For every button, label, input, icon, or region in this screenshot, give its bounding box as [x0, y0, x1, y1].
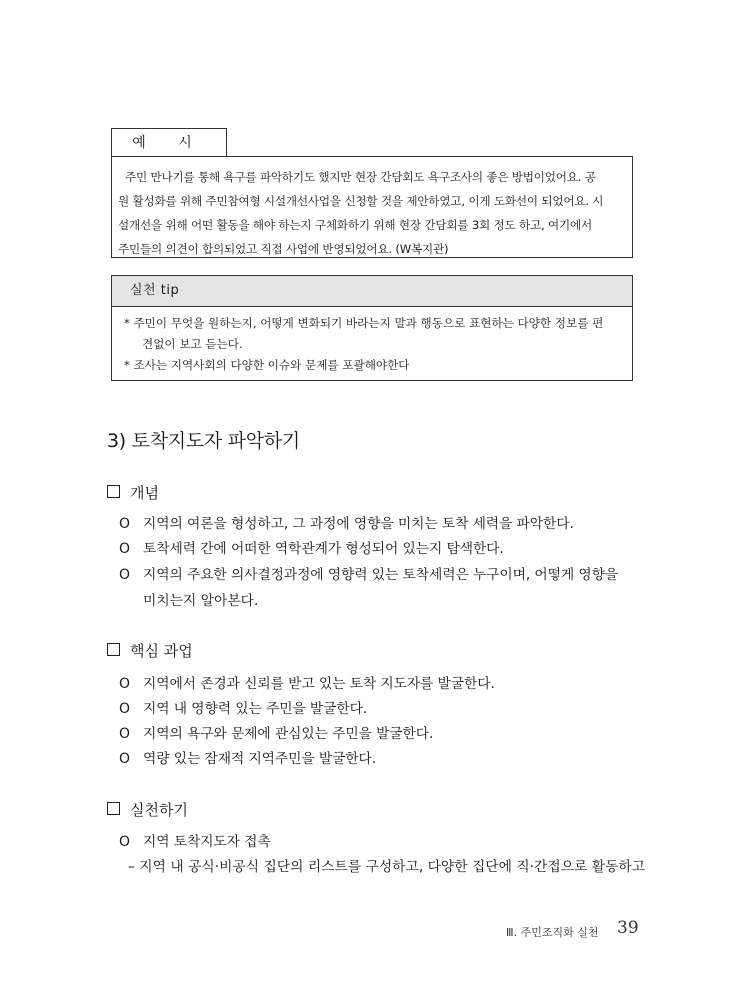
example-line: 원 활성화를 위해 주민참여형 시설개선사업을 신청할 것을 제안하였고, 이게 도화선이 되었어요. 시: [118, 194, 604, 208]
subheading-practice: [107, 799, 188, 820]
checkbox-square-icon: [107, 802, 120, 815]
example-line: 주민들의 의견이 합의되었고 직접 사업에 반영되었어요. (W복지관): [118, 242, 449, 256]
practice-tip-box: [111, 275, 633, 381]
list-item: [119, 537, 504, 557]
list-item: [119, 672, 495, 692]
list-item: [119, 830, 271, 850]
list-item-text: 지역에서 존경과 신뢰를 받고 있는 토착 지도자를 발굴한다.: [143, 676, 495, 692]
circle-bullet-icon: O: [119, 676, 130, 692]
tip-item-continuation: 견없이 보고 듣는다.: [142, 337, 243, 351]
circle-bullet-icon: O: [119, 834, 130, 850]
example-box: [111, 156, 633, 258]
tip-item: * 주민이 무엇을 원하는지, 어떻게 변화되기 바라는지 말과 행동으로 표현하는 다양한 정보를 편: [124, 316, 604, 330]
dash-item: – 지역 내 공식·비공식 집단의 리스트를 구성하고, 다양한 집단에 직·간접으로 활동하고: [128, 859, 646, 875]
circle-bullet-icon: O: [119, 516, 130, 532]
footer-chapter: Ⅲ. 주민조직화 실천: [506, 926, 599, 939]
circle-bullet-icon: O: [119, 751, 130, 767]
section-title: 3) 토착지도자 파악하기: [107, 430, 300, 452]
example-label: 예 시: [111, 128, 227, 156]
page-number: 39: [617, 918, 639, 938]
list-item-continuation: 미치는지 알아본다.: [143, 593, 259, 609]
subheading-label: 핵심 과업: [130, 642, 193, 660]
circle-bullet-icon: O: [119, 541, 130, 557]
list-item: [119, 722, 433, 742]
list-item-text: 지역의 욕구와 문제에 관심있는 주민을 발굴한다.: [143, 726, 434, 742]
list-item: [119, 563, 618, 583]
list-item: [119, 512, 574, 532]
subheading-label: 개념: [130, 484, 159, 502]
list-item-text: 지역 내 영향력 있는 주민을 발굴한다.: [143, 701, 368, 717]
list-item-text: 역량 있는 잠재적 지역주민을 발굴한다.: [143, 751, 377, 767]
list-item-text: 지역 토착지도자 접촉: [143, 834, 271, 850]
checkbox-square-icon: [107, 485, 120, 498]
checkbox-square-icon: [107, 643, 120, 656]
list-item: [119, 697, 367, 717]
list-item-text: 지역의 여론을 형성하고, 그 과정에 영향을 미치는 토착 세력을 파악한다.: [143, 516, 574, 532]
example-line: 설개선을 위해 어떤 활동을 해야 하는지 구체화하기 위해 현장 간담회를 3회 정도 하고, 여기에서: [118, 218, 592, 232]
subheading-label: 실천하기: [130, 801, 188, 819]
subheading-concept: [107, 482, 159, 503]
list-item: [119, 747, 376, 767]
subheading-core-tasks: [107, 640, 193, 661]
tip-item: * 조사는 지역사회의 다양한 이슈와 문제를 포괄해야한다: [124, 358, 410, 372]
circle-bullet-icon: O: [119, 726, 130, 742]
list-item-text: 토착세력 간에 어떠한 역학관계가 형성되어 있는지 탐색한다.: [143, 541, 504, 557]
example-line: 주민 만나기를 통해 욕구를 파악하기도 했지만 현장 간담회도 욕구조사의 좋은 방법이었어요. 공: [118, 170, 596, 184]
tip-heading: 실천 tip: [112, 276, 632, 307]
list-item-text: 지역의 주요한 의사결정과정에 영향력 있는 토착세력은 누구이며, 어떻게 영향을: [143, 567, 619, 583]
circle-bullet-icon: O: [119, 567, 130, 583]
circle-bullet-icon: O: [119, 701, 130, 717]
tip-body: [112, 307, 632, 376]
